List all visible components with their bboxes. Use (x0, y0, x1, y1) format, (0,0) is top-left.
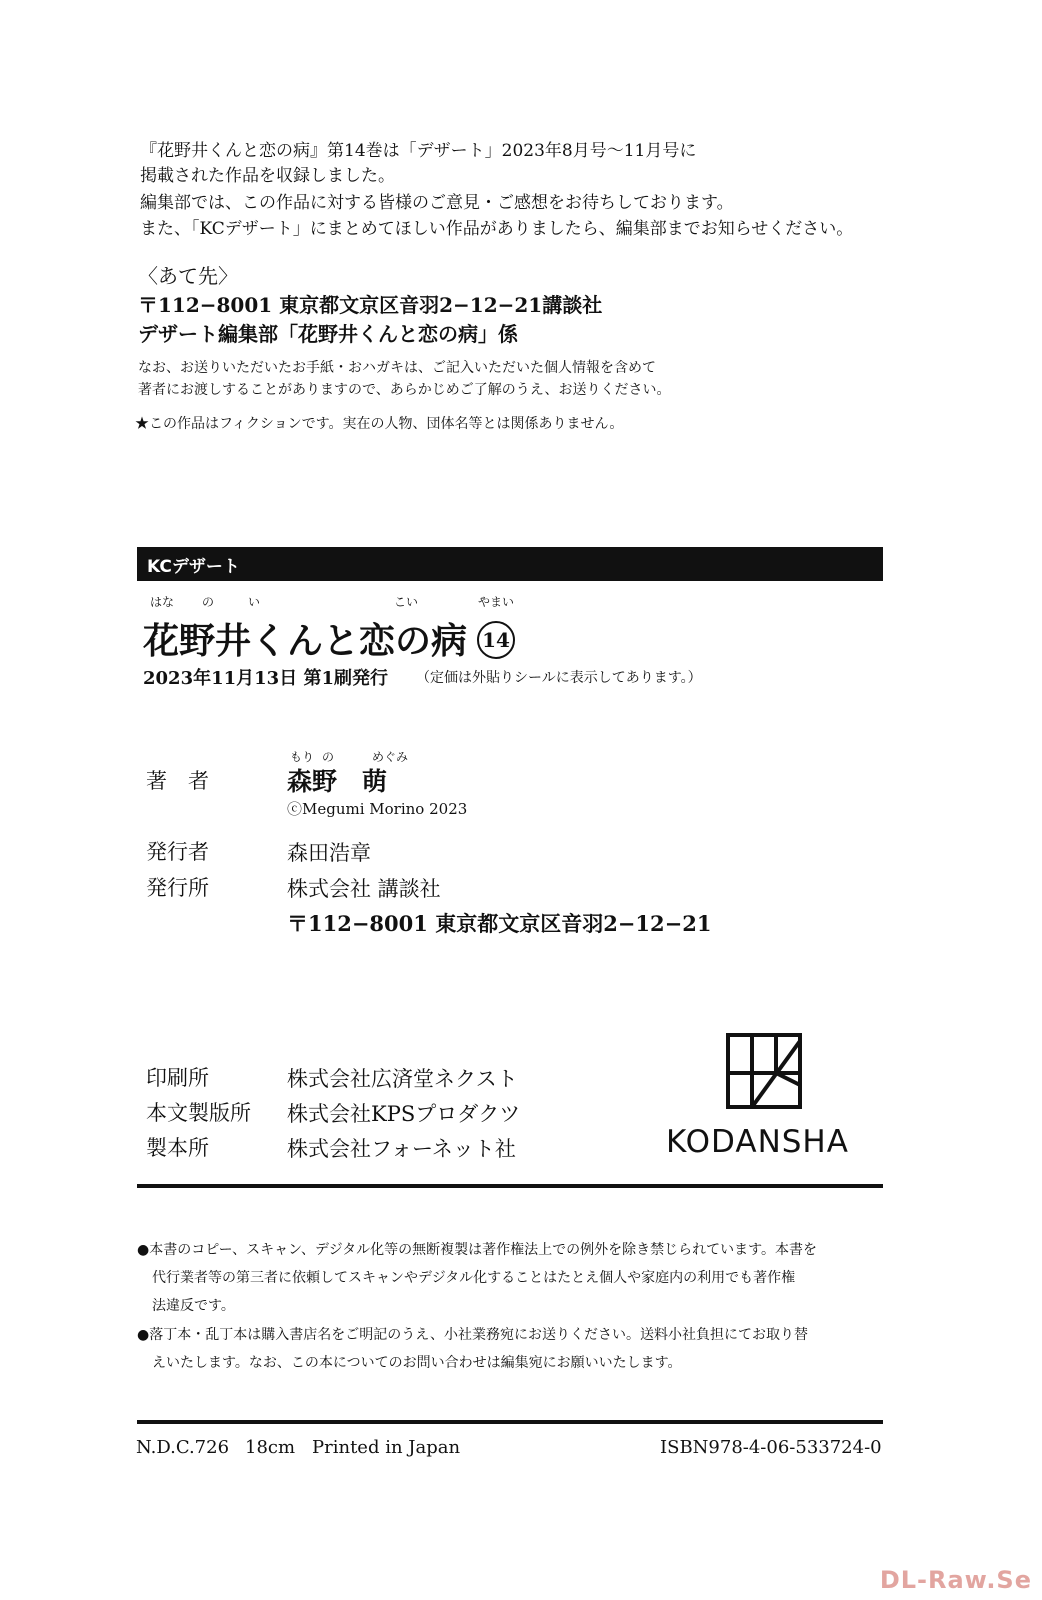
privacy-note-line-1: なお、お送りいただいたお手紙・おハガキは、ご記入いただいた個人情報を含めて (138, 360, 656, 376)
book-title-text: 花野井くんと恋の病 (143, 620, 468, 662)
intro-line-4: また、「KCデザート」にまとめてほしい作品がありましたら、編集部までお知らせください。 (140, 219, 854, 239)
author-name: 森野 萌 (287, 767, 388, 796)
book-title (143, 613, 515, 664)
binder-label: 製本所 (146, 1136, 209, 1160)
isbn: ISBN978-4-06-533724-0 (660, 1437, 882, 1458)
address-dept: デザート編集部「花野井くんと恋の病」係 (138, 322, 518, 346)
author-ruby-mori: もり (290, 750, 315, 764)
author-ruby-no: の (322, 750, 335, 764)
divider-top (137, 1184, 883, 1188)
address-postal: 〒112−8001 東京都文京区音羽2−12−21講談社 (138, 293, 603, 317)
notice-1-line-3: 法違反です。 (152, 1298, 235, 1314)
printer-name: 株式会社広済堂ネクスト (287, 1067, 518, 1091)
intro-line-2: 掲載された作品を収録しました。 (140, 166, 395, 186)
divider-bottom (137, 1420, 883, 1424)
imprint-label-bar (137, 547, 883, 581)
watermark: DL-Raw.Se (879, 1566, 1032, 1594)
ruby-koi: こい (394, 595, 419, 609)
book-size: 18cm (245, 1437, 296, 1458)
intro-line-1: 『花野井くんと恋の病』第14巻は「デザート」2023年8月号～11月号に (140, 141, 697, 161)
copyright-line: ⓒMegumi Morino 2023 (287, 800, 468, 818)
notice-1-line-2: 代行業者等の第三者に依頼してスキャンやデジタル化することはたとえ個人や家庭内の利用でも著作権 (152, 1270, 796, 1286)
ruby-hana: はな (150, 595, 175, 609)
ndc-code: N.D.C.726 (136, 1437, 230, 1458)
notice-2-line-2: えいたします。なお、この本についてのお問い合わせは編集宛にお願いいたします。 (152, 1355, 682, 1371)
notice-2-line-1: ●落丁本・乱丁本は購入書店名をご明記のうえ、小社業務宛にお送りください。送料小社負担にてお取り替 (137, 1327, 809, 1343)
issue-date: 2023年11月13日 第1刷発行 (143, 668, 388, 689)
typesetter-label: 本文製版所 (146, 1101, 251, 1125)
kodansha-logo-icon (726, 1033, 802, 1109)
address-heading: 〈あて先〉 (138, 264, 238, 288)
house-name: 株式会社 講談社 (287, 877, 441, 901)
house-address: 〒112−8001 東京都文京区音羽2−12−21 (287, 911, 712, 936)
ruby-yamai: やまい (478, 595, 515, 609)
fiction-disclaimer: ★この作品はフィクションです。実在の人物、団体名等とは関係ありません。 (135, 416, 624, 432)
typesetter-name: 株式会社KPSプロダクツ (287, 1102, 521, 1126)
house-label: 発行所 (146, 876, 209, 900)
ruby-no: の (202, 595, 215, 609)
price-note: （定価は外貼りシールに表示してあります。） (416, 670, 702, 686)
author-ruby-megumi: めぐみ (372, 750, 409, 764)
author-label: 著 者 (146, 769, 209, 793)
intro-line-3: 編集部では、この作品に対する皆様のご意見・ご感想をお待ちしております。 (140, 193, 734, 213)
ruby-i: い (248, 595, 261, 609)
volume-number: 14 (477, 621, 515, 659)
kodansha-logo-text: KODANSHA (666, 1124, 849, 1160)
notice-1-line-1: ●本書のコピー、スキャン、デジタル化等の無断複製は著作権法上での例外を除き禁じられています。本書を (137, 1242, 818, 1258)
binder-name: 株式会社フォーネット社 (287, 1137, 516, 1161)
publisher-name: 森田浩章 (287, 841, 371, 865)
imprint-label: KCデザート (147, 557, 240, 577)
printer-label: 印刷所 (146, 1066, 209, 1090)
printed-in: Printed in Japan (312, 1437, 461, 1458)
publisher-label: 発行者 (146, 840, 209, 864)
privacy-note-line-2: 著者にお渡しすることがありますので、あらかじめご了解のうえ、お送りください。 (138, 382, 671, 398)
